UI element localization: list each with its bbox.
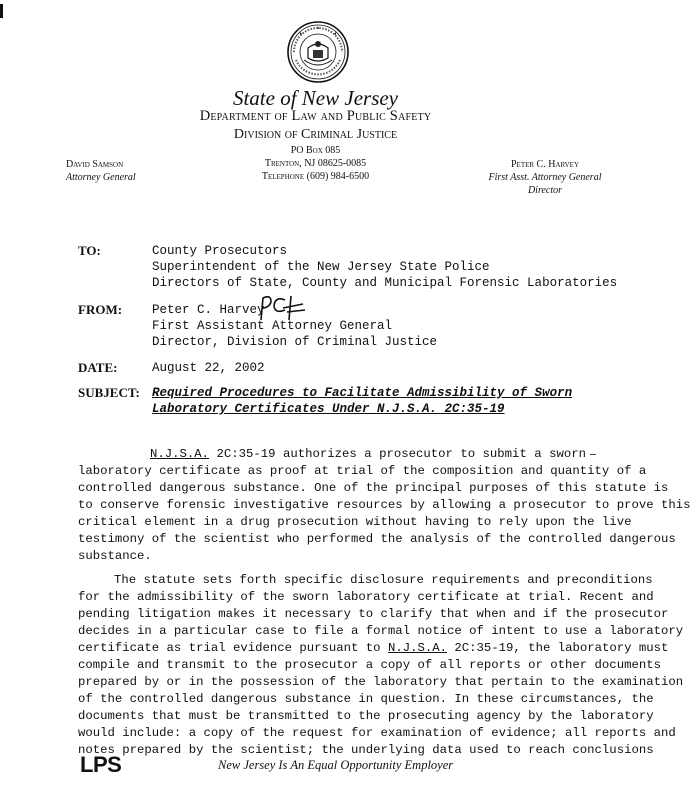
to-label: TO: (78, 243, 101, 258)
from-line-3: Director, Division of Criminal Justice (152, 335, 438, 349)
p2-line-5-post: 2C:35-19, the laboratory must (454, 641, 669, 655)
state-title: State of New Jersey (232, 86, 399, 110)
p1-line-1 (78, 446, 586, 463)
to-line-3: Directors of State, County and Municipal Forensic Laboratories (152, 276, 618, 290)
director-block (480, 158, 610, 197)
subject-line-1: Required Procedures to Facilitate Admissibility of Sworn (152, 386, 573, 400)
attorney-general-title: Attorney General (66, 172, 136, 183)
date-label: DATE: (78, 360, 118, 375)
p2-line-10: would include: a copy of the request for examination of evidence; all reports and (78, 726, 676, 740)
p2-line-11: notes prepared by the scientist; the underlying data used to reach conclusions (78, 743, 654, 757)
paragraph-1 (78, 446, 691, 565)
from-line-1: Peter C. Harvey (152, 303, 265, 317)
p2-line-3: pending litigation makes it necessary to clarify that when and if the prosecutor (78, 607, 669, 621)
subject-line-2: Laboratory Certificates Under N.J.S.A. 2C:35-19 (152, 402, 505, 416)
to-recipients (152, 243, 617, 291)
from-label: FROM: (78, 302, 123, 317)
director-title-1: First Asst. Attorney General (488, 172, 602, 183)
p2-line-6: compile and transmit to the prosecutor a copy of all reports or other documents (78, 658, 661, 672)
from-line-2: First Assistant Attorney General (152, 319, 393, 333)
stray-mark (590, 454, 596, 455)
state-seal-icon (286, 20, 350, 84)
p1-line-4: to conserve forensic investigative resources by allowing a prosecutor to prove this (78, 498, 691, 512)
to-line-2: Superintendent of the New Jersey State Police (152, 260, 490, 274)
p2-line-5 (78, 640, 669, 657)
to-line-1: County Prosecutors (152, 244, 288, 258)
memo-date: August 22, 2002 (152, 361, 265, 375)
p2-line-9: documents that must be transmitted to the prosecuting agency by the laboratory (78, 709, 654, 723)
p2-citation: N.J.S.A. (387, 641, 447, 655)
p2-line-4: decides in a particular case to file a formal notice of intent to use a laboratory (78, 624, 684, 638)
p1-citation: N.J.S.A. (150, 447, 210, 461)
p1-line-5: critical element in a drug prosecution without having to rely upon the live (78, 515, 632, 529)
attorney-general-name: David Samson (66, 159, 124, 170)
p1-line-6: testimony of the scientist who performed the analysis of the controlled dangerous (78, 532, 676, 546)
memo-subject (152, 385, 572, 417)
po-box: PO Box 085 (290, 145, 341, 156)
p1-line-1-text: 2C:35-19 authorizes a prosecutor to submit a sworn (216, 447, 587, 461)
city-address: Trenton, NJ 08625-0085 (264, 158, 367, 169)
subject-label: SUBJECT: (78, 385, 140, 400)
p2-line-5-pre: certificate as trial evidence pursuant to (78, 641, 381, 655)
handwritten-initials-icon (257, 292, 307, 326)
department-name: Department of Law and Public Safety (199, 108, 432, 124)
p2-line-2: for the admissibility of the sworn laboratory certificate at trial. Recent and (78, 590, 654, 604)
telephone: Telephone (609) 984-6500 (261, 171, 370, 182)
p2-line-7: prepared by or in the possession of the laboratory that pertain to the examination (78, 675, 684, 689)
p1-line-2: laboratory certificate as proof at trial of the composition and quantity of a (78, 464, 647, 478)
footer-tagline: New Jersey Is An Equal Opportunity Employer (218, 758, 454, 772)
paragraph-2 (78, 572, 684, 759)
attorney-general-block (66, 158, 136, 184)
p1-line-3: controlled dangerous substance. One of the principal purposes of this statute is (78, 481, 669, 495)
division-name: Division of Criminal Justice (233, 127, 398, 142)
lps-logo: LPS (80, 752, 122, 777)
p1-line-7: substance. (78, 549, 152, 563)
director-title-2: Director (527, 185, 563, 196)
p2-line-1: The statute sets forth specific disclosure requirements and preconditions (114, 573, 653, 587)
scan-edge-mark (0, 4, 3, 18)
director-name: Peter C. Harvey (511, 159, 579, 170)
p2-line-8: of the controlled dangerous substance in question. In these circumstances, the (78, 692, 654, 706)
